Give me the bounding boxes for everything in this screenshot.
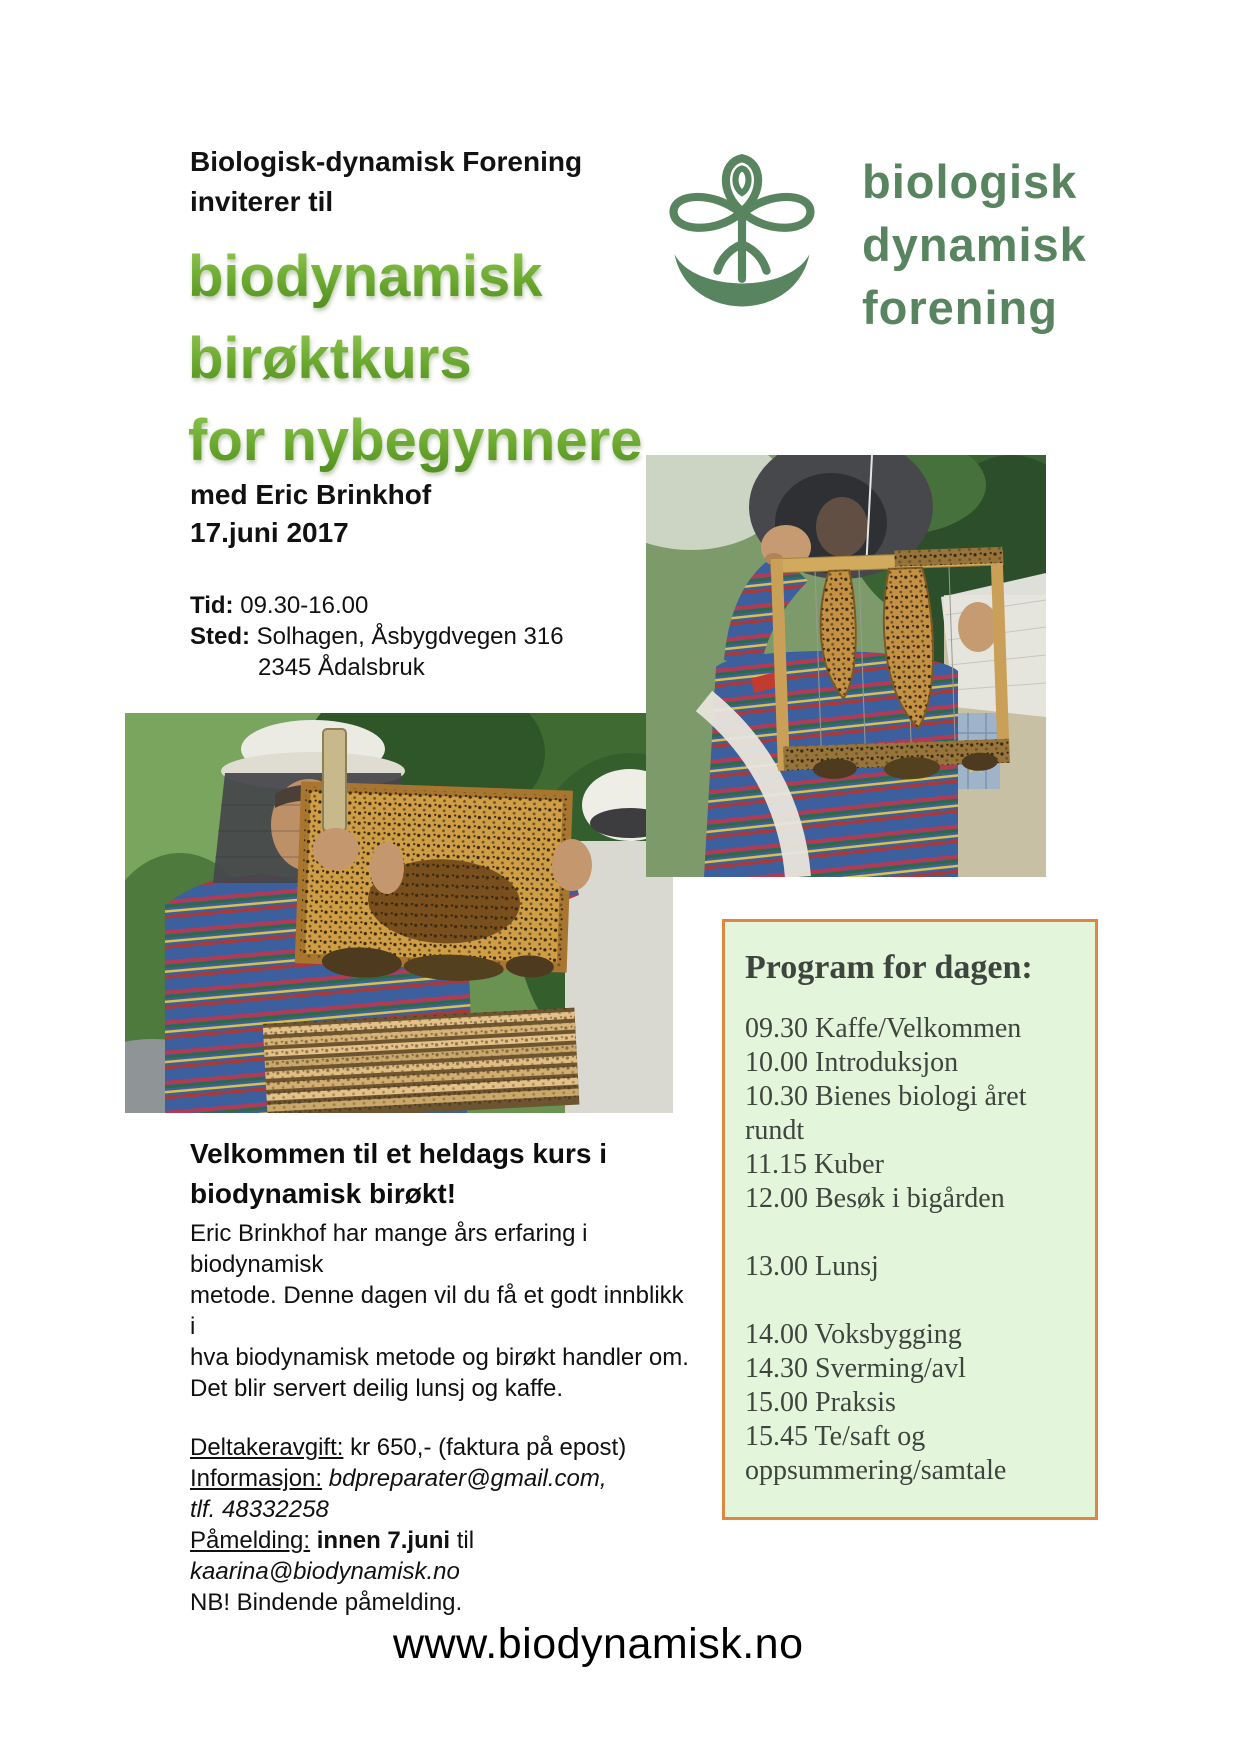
left-photo	[125, 713, 673, 1113]
intro-block	[190, 142, 582, 222]
time-line	[190, 590, 564, 621]
place-line	[190, 621, 564, 652]
signup-note: NB! Bindende påmelding.	[190, 1589, 463, 1616]
course-title	[188, 236, 642, 482]
program-line: 10.00 Introduksjon	[745, 1047, 959, 1078]
instructor-line: med Eric Brinkhof	[190, 479, 432, 510]
signup-email: kaarina@biodynamisk.no	[190, 1558, 460, 1585]
signup-line	[190, 1525, 695, 1556]
intro-line-1: Biologisk-dynamisk Forening	[190, 146, 583, 177]
program-heading: Program for dagen:	[745, 949, 1033, 986]
course-title-line-1: biodynamisk	[188, 236, 543, 318]
program-line: 14.00 Voksbygging	[745, 1319, 962, 1350]
program-line: 09.30 Kaffe/Velkommen	[745, 1013, 1022, 1044]
program-line: 12.00 Besøk i bigården	[745, 1183, 1005, 1214]
program-line: rundt	[745, 1115, 805, 1146]
date-line: 17.juni 2017	[190, 517, 349, 548]
program-line: oppsummering/samtale	[745, 1455, 1007, 1486]
open-hive-illustration	[263, 1008, 580, 1113]
details-block	[190, 590, 564, 683]
signup-rest: til	[450, 1527, 475, 1554]
fee-line	[190, 1432, 695, 1463]
welcome-block	[190, 1134, 695, 1618]
program-line	[745, 1284, 1081, 1318]
place-line-2: 2345 Ådalsbruk	[258, 654, 425, 681]
website-url: www.biodynamisk.no	[393, 1620, 804, 1668]
program-line: 14.30 Sverming/avl	[745, 1353, 966, 1384]
course-title-line-2: birøktkurs	[188, 318, 472, 400]
info-phone: tlf. 48332258	[190, 1496, 329, 1523]
program-box	[722, 919, 1098, 1520]
welcome-heading	[190, 1134, 695, 1214]
program-line: 13.00 Lunsj	[745, 1251, 879, 1282]
logo-word-3: forening	[862, 281, 1058, 334]
welcome-body-line-2: metode. Denne dagen vil du få et godt innblikk i	[190, 1282, 684, 1340]
program-line	[745, 1216, 1081, 1250]
intro-line-2: inviterer til	[190, 186, 334, 217]
info-line	[190, 1463, 695, 1494]
fee-value: kr 650,- (faktura på epost)	[343, 1434, 627, 1461]
welcome-body-line-4: Det blir servert deilig lunsj og kaffe.	[190, 1375, 564, 1402]
program-line: 15.00 Praksis	[745, 1387, 896, 1418]
welcome-heading-line-2: biodynamisk birøkt!	[190, 1178, 457, 1209]
subtitle-block	[190, 476, 431, 552]
biodynamic-plant-crescent-icon	[658, 148, 826, 332]
welcome-paragraph	[190, 1218, 695, 1404]
course-title-line-3: for nybegynnere	[188, 400, 642, 482]
program-line: 11.15 Kuber	[745, 1149, 884, 1180]
time-value: 09.30-16.00	[233, 592, 369, 619]
logo-word-2: dynamisk	[862, 218, 1087, 271]
welcome-body-line-1: Eric Brinkhof har mange års erfaring i biodynamisk	[190, 1220, 588, 1278]
logo-word-1: biologisk	[862, 155, 1078, 208]
signup-label: Påmelding:	[190, 1527, 311, 1554]
logo-wordmark	[862, 150, 1087, 339]
program-line: 10.30 Bienes biologi året	[745, 1081, 1027, 1112]
place-label: Sted:	[190, 623, 250, 650]
signup-deadline: innen 7.juni	[310, 1527, 451, 1554]
right-photo	[646, 455, 1046, 877]
info-label: Informasjon:	[190, 1465, 323, 1492]
info-email: bdpreparater@gmail.com,	[322, 1465, 607, 1492]
fee-label: Deltakeravgift:	[190, 1434, 344, 1461]
contact-block	[190, 1432, 695, 1618]
time-label: Tid:	[190, 592, 234, 619]
welcome-body-line-3: hva biodynamisk metode og birøkt handler om.	[190, 1344, 689, 1371]
program-line: 15.45 Te/saft og	[745, 1421, 926, 1452]
welcome-heading-line-1: Velkommen til et heldags kurs i	[190, 1138, 608, 1169]
place-value: Solhagen, Åsbygdvegen 316	[250, 623, 564, 650]
